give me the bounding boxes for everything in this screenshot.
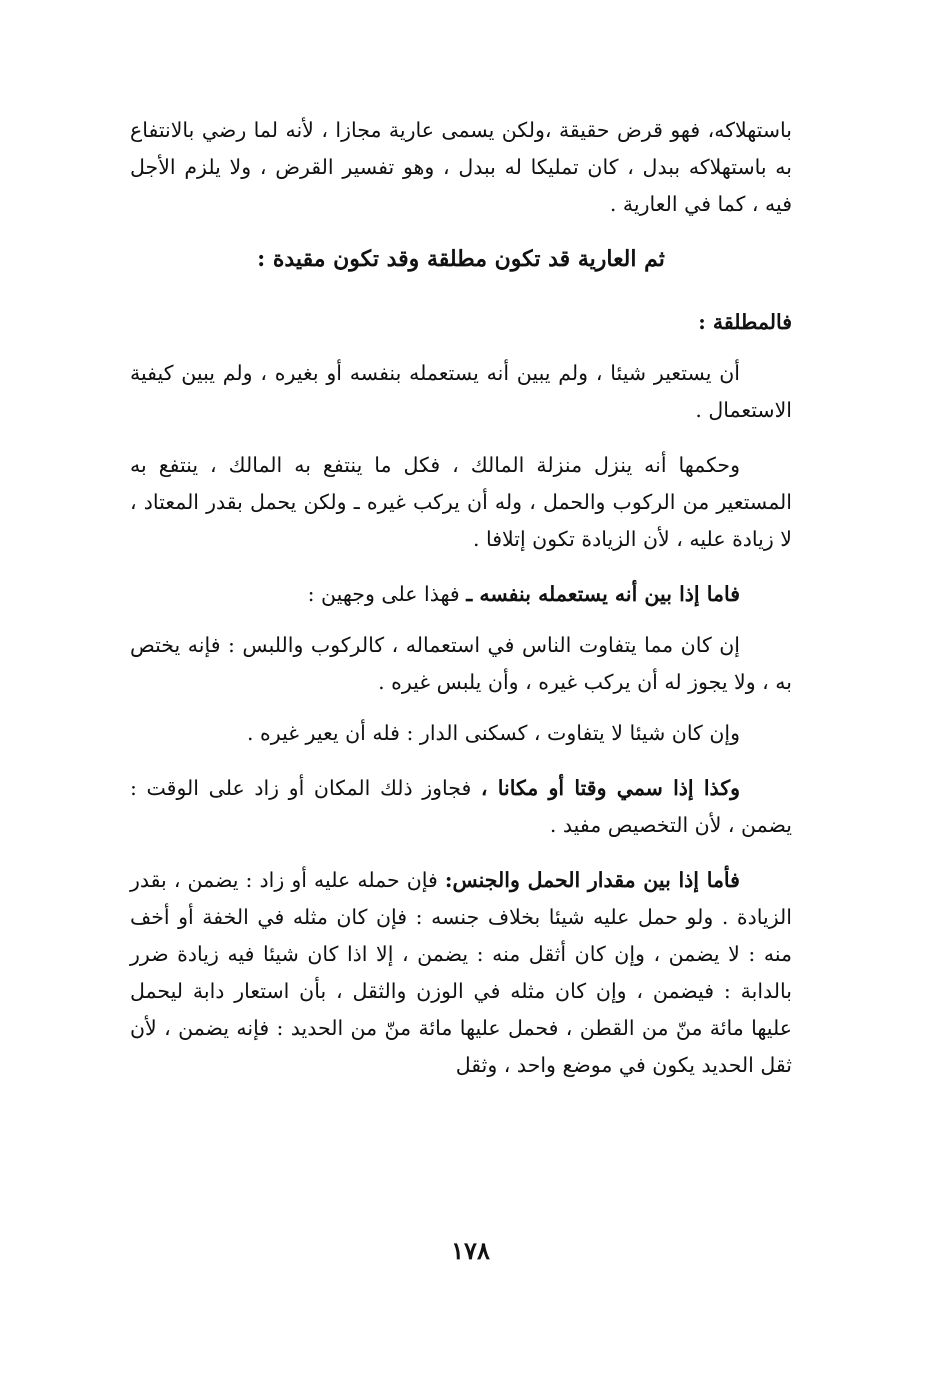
page-number: ١٧٨ [451,1236,490,1265]
paragraph-case-two: وإن كان شيئا لا يتفاوت ، كسكنى الدار : فله أن يعير غيره . [247,721,740,745]
paragraph-definition: أن يستعير شيئا ، ولم يبين أنه يستعمله بنفسه أو بغيره ، ولم يبين كيفية الاستعمال . [130,361,792,422]
paragraph-case-one: إن كان مما يتفاوت الناس في استعماله ، كالركوب واللبس : فإنه يختص به ، ولا يجوز له أن يركب غيره ، وأن يلبس غيره . [130,633,792,694]
section-heading: ثم العارية قد تكون مطلقة وقد تكون مقيدة : [257,246,665,272]
paragraph-load-quantity [130,862,792,1084]
paragraph-time-place-rest: فجاوز ذلك المكان أو زاد على الوقت : يضمن ، لأن التخصيص مفيد . [130,776,792,837]
paragraph-load-quantity-rest: فإن حمله عليه أو زاد : يضمن ، بقدر الزيادة . ولو حمل عليه شيئا بخلاف جنسه : فإن كان مثله في الخفة أو أخف منه : لا يضمن ، وإن كان أثقل منه : يضمن ، إلا اذا كان شيئا فيه زيادة ضرر بالدابة : فيضمن ، وإن كان مثله في الوزن والثقل ، بأن استعار دابة ليحمل عليها مائة منّ من القطن ، فحمل عليها مائة منّ من الحديد : فإنه يضمن ، لأن ثقل الحديد يكون في موضع واحد ، وثقل [130,868,792,1077]
paragraph-specified-rest: فهذا على وجهين : [307,582,460,606]
subheading-mutlaqa: فالمطلقة : [698,310,792,334]
paragraph-time-place-lead: وكذا إذا سمي وقتا أو مكانا ، [480,776,740,800]
paragraph-specified [130,576,792,613]
paragraph-continuation: باستهلاكه، فهو قرض حقيقة ،ولكن يسمى عارية مجازا ، لأنه لما رضي بالانتفاع به باستهلاكه ببدل ، كان تمليكا له ببدل ، وهو تفسير القرض ، ولا يلزم الأجل فيه ، كما في العارية . [130,118,792,216]
paragraph-load-quantity-lead: فأما إذا بين مقدار الحمل والجنس: [444,868,740,892]
paragraph-time-place [130,770,792,844]
paragraph-ruling: وحكمها أنه ينزل منزلة المالك ، فكل ما ينتفع به المالك ، ينتفع به المستعير من الركوب والحمل ، وله أن يركب غيره ـ ولكن يحمل بقدر المعتاد ، لا زيادة عليه ، لأن الزيادة تكون إتلافا . [130,453,792,551]
paragraph-specified-lead: فاما إذا بين أنه يستعمله بنفسه ـ [466,582,740,606]
page-body [130,112,792,1102]
